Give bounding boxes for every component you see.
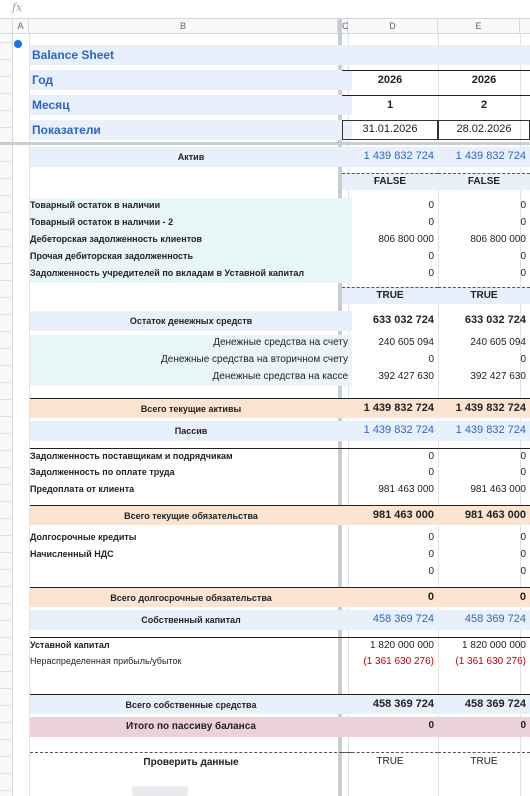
long-credits-e[interactable]: 0 (520, 532, 526, 543)
row-month (14, 95, 530, 115)
formula-bar[interactable] (0, 0, 530, 19)
corner-select-all[interactable] (0, 19, 13, 34)
suppliers-e[interactable]: 0 (438, 448, 530, 465)
founders-debt-d[interactable]: 0 (428, 268, 434, 279)
aktiv-label[interactable]: Актив (30, 147, 352, 167)
liab-total-d[interactable]: 0 (342, 717, 438, 737)
row-suppliers (14, 448, 530, 465)
check2-e[interactable]: TRUE (438, 287, 530, 304)
row-other-receivables (14, 249, 530, 266)
receivables-d[interactable]: 806 800 000 (378, 234, 434, 245)
month-e[interactable]: 2 (438, 95, 530, 115)
cash-secondary-e[interactable]: 0 (520, 354, 526, 365)
column-header-d[interactable]: D (348, 19, 438, 34)
prepayment-e[interactable]: 981 463 000 (470, 484, 526, 495)
receivables-e[interactable]: 806 800 000 (470, 234, 526, 245)
other-receivables-e[interactable]: 0 (520, 251, 526, 262)
row-year (14, 70, 530, 90)
row-check2 (14, 287, 530, 304)
cell-e[interactable] (438, 45, 530, 65)
row-cash-secondary (14, 352, 530, 369)
check1-e[interactable]: FALSE (438, 173, 530, 190)
other-receivables-d[interactable]: 0 (428, 251, 434, 262)
verify-d[interactable]: TRUE (342, 752, 438, 772)
row-receivables (14, 232, 530, 249)
month-d[interactable]: 1 (342, 95, 438, 115)
date-d[interactable]: 31.01.2026 (342, 120, 438, 140)
row-salary (14, 465, 530, 482)
row-goods (14, 198, 530, 215)
current-liab-d[interactable]: 981 463 000 (342, 505, 438, 525)
liab-total-label[interactable]: Итого по пассиву баланса (30, 717, 352, 737)
goods-label[interactable]: Товарный остаток в наличии (30, 198, 352, 215)
vat-e[interactable]: 0 (520, 549, 526, 560)
cash-secondary-d[interactable]: 0 (428, 354, 434, 365)
equity-total-label[interactable]: Всего собственные средства (30, 694, 352, 714)
row-goods2 (14, 215, 530, 232)
charter-e[interactable]: 1 820 000 000 (438, 637, 530, 654)
vat-label[interactable]: Начисленный НДС (30, 549, 114, 559)
current-liab-label[interactable]: Всего текущие обязательства (30, 505, 352, 525)
row-current-liab (14, 505, 530, 525)
row-header-gutter[interactable] (0, 34, 13, 796)
cell-d[interactable] (342, 45, 438, 65)
empty-label[interactable] (30, 564, 352, 581)
equity-e[interactable]: 458 369 724 (438, 610, 530, 630)
goods-e[interactable]: 0 (520, 200, 526, 211)
row-vat (14, 547, 530, 564)
other-receivables-label[interactable]: Прочая дебиторская задолженность (30, 249, 352, 266)
column-header-a[interactable]: A (13, 19, 29, 34)
aktiv-e[interactable]: 1 439 832 724 (438, 147, 530, 167)
verify-e[interactable]: TRUE (438, 752, 530, 772)
cash-account-e[interactable]: 240 605 094 (470, 337, 526, 348)
column-header-c[interactable]: C (342, 19, 348, 34)
charter-d[interactable]: 1 820 000 000 (342, 637, 438, 654)
cash-register-label[interactable]: Денежные средства на кассе (30, 369, 352, 386)
liab-total-e[interactable]: 0 (438, 717, 530, 737)
long-credits-label[interactable]: Долгосрочные кредиты (30, 532, 137, 542)
current-assets-d[interactable]: 1 439 832 724 (342, 398, 438, 418)
column-header-b[interactable]: B (29, 19, 338, 34)
row-aktiv (14, 147, 530, 167)
prepayment-d[interactable]: 981 463 000 (378, 484, 434, 495)
passiv-e[interactable]: 1 439 832 724 (438, 421, 530, 441)
equity-total-e[interactable]: 458 369 724 (438, 694, 530, 714)
check1-d[interactable]: FALSE (342, 173, 438, 190)
date-e[interactable]: 28.02.2026 (438, 120, 530, 140)
retained-e[interactable]: (1 361 630 276) (455, 656, 526, 667)
salary-d[interactable]: 0 (428, 467, 434, 478)
row-prepayment (14, 482, 530, 499)
vat-d[interactable]: 0 (428, 549, 434, 560)
row-long-liab (14, 587, 530, 607)
fx-icon: fx (12, 1, 23, 14)
passiv-label[interactable]: Пассив (30, 421, 352, 441)
long-liab-label[interactable]: Всего долгосрочные обязательства (30, 587, 352, 607)
long-liab-d[interactable]: 0 (342, 587, 438, 607)
cash-register-e[interactable]: 392 427 630 (470, 371, 526, 382)
goods2-d[interactable]: 0 (428, 217, 434, 228)
cash-total-d[interactable]: 633 032 724 (372, 314, 434, 326)
row-liab-total (14, 717, 530, 737)
row-long-credits (14, 530, 530, 547)
year-d[interactable]: 2026 (342, 70, 438, 90)
passiv-d[interactable]: 1 439 832 724 (342, 421, 438, 441)
year-label[interactable]: Год (30, 70, 352, 90)
month-label[interactable]: Месяц (30, 95, 352, 115)
empty-e[interactable]: 0 (520, 566, 526, 577)
retained-d[interactable]: (1 361 630 276) (363, 656, 434, 667)
row-equity-total (14, 694, 530, 714)
current-assets-e[interactable]: 1 439 832 724 (438, 398, 530, 418)
aktiv-d[interactable]: 1 439 832 724 (342, 147, 438, 167)
row-charter (14, 637, 530, 654)
charter-label[interactable]: Уставной капитал (30, 637, 352, 654)
equity-d[interactable]: 458 369 724 (342, 610, 438, 630)
row-current-assets (14, 398, 530, 418)
equity-total-d[interactable]: 458 369 724 (342, 694, 438, 714)
row-verify (14, 752, 530, 772)
long-liab-e[interactable]: 0 (438, 587, 530, 607)
horizontal-scrollbar[interactable] (132, 786, 188, 796)
empty-d[interactable]: 0 (428, 566, 434, 577)
row-retained (14, 654, 530, 671)
goods-d[interactable]: 0 (428, 200, 434, 211)
retained-label[interactable]: Нераспределенная прибыль/убыток (30, 656, 182, 666)
row-passiv (14, 421, 530, 441)
year-e[interactable]: 2026 (438, 70, 530, 90)
current-liab-e[interactable]: 981 463 000 (438, 505, 530, 525)
salary-e[interactable]: 0 (520, 467, 526, 478)
cash-account-label[interactable]: Денежные средства на счету (30, 335, 352, 352)
verify-label[interactable]: Проверить данные (30, 752, 352, 772)
cash-total-e[interactable]: 633 032 724 (464, 314, 526, 326)
row-indicators (14, 120, 530, 140)
row-empty (14, 564, 530, 581)
cash-secondary-label[interactable]: Денежные средства на вторичном счету (30, 352, 352, 369)
cash-account-d[interactable]: 240 605 094 (378, 337, 434, 348)
suppliers-label[interactable]: Задолженность поставщикам и подрядчикам (30, 448, 352, 465)
column-header-f[interactable] (520, 19, 530, 34)
row-equity (14, 610, 530, 630)
freeze-row-handle[interactable] (0, 142, 530, 145)
prepayment-label[interactable]: Предоплата от клиента (30, 484, 135, 494)
column-header-e[interactable]: E (438, 19, 520, 34)
row-title (14, 45, 530, 65)
salary-label[interactable]: Задолженность по оплате труда (30, 467, 175, 477)
row-founders-debt (14, 266, 530, 283)
cash-total-label[interactable]: Остаток денежных средств (30, 311, 352, 331)
goods2-label[interactable]: Товарный остаток в наличии - 2 (30, 215, 352, 232)
goods2-e[interactable]: 0 (520, 217, 526, 228)
equity-label[interactable]: Собственный капитал (30, 610, 352, 630)
check2-d[interactable]: TRUE (342, 287, 438, 304)
row-cash-account (14, 335, 530, 352)
row-cash-total (14, 311, 530, 331)
row-cash-register (14, 369, 530, 386)
row-check1 (14, 173, 530, 190)
founders-debt-label[interactable]: Задолженность учредителей по вкладам в Уставной капитал (30, 266, 352, 283)
cash-register-d[interactable]: 392 427 630 (378, 371, 434, 382)
founders-debt-e[interactable]: 0 (520, 268, 526, 279)
sheet-title[interactable]: Balance Sheet (30, 45, 352, 65)
current-assets-label[interactable]: Всего текущие активы (30, 398, 352, 418)
indicators-label[interactable]: Показатели (30, 120, 352, 140)
long-credits-d[interactable]: 0 (428, 532, 434, 543)
receivables-label[interactable]: Дебеторская задолженность клиентов (30, 232, 352, 249)
suppliers-d[interactable]: 0 (342, 448, 438, 465)
